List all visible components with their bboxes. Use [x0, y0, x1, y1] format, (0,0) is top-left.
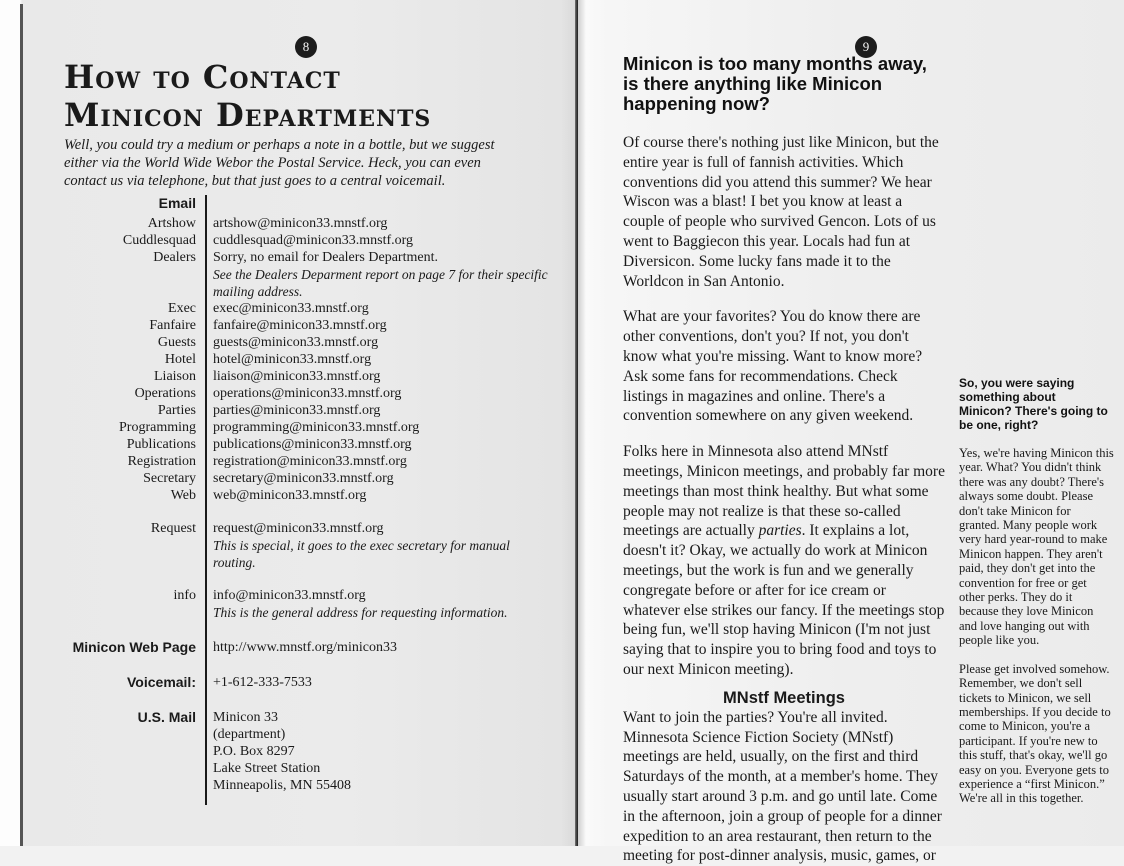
dept-label: Exec — [168, 301, 196, 316]
us-mail-label: U.S. Mail — [137, 709, 196, 725]
dept-label: Request — [150, 521, 196, 536]
dept-label: Hotel — [164, 352, 196, 367]
email-link[interactable]: programming@minicon33.mnstf.org — [213, 420, 420, 435]
dept-label: Liaison — [154, 369, 196, 384]
contact-table — [60, 195, 550, 794]
contact-row — [60, 215, 550, 232]
email-link[interactable]: request@minicon33.mnstf.org — [213, 521, 384, 536]
page-number-badge: 8 — [295, 36, 317, 58]
email-heading: Email — [158, 195, 196, 211]
dept-label: Fanfaire — [149, 318, 196, 333]
dept-label: Publications — [126, 437, 196, 452]
body-paragraph: What are your favorites? You do know there are other conventions, don't you? If not, you don't know what you're missing. Want to know more? Ask some fans for recommendations. Check listings in magazines and online. There's a convention somewhere on any given weekend. — [623, 308, 923, 425]
email-link[interactable]: publications@minicon33.mnstf.org — [213, 437, 412, 452]
web-page-row — [60, 639, 550, 656]
contact-row — [60, 520, 550, 571]
email-link[interactable]: artshow@minicon33.mnstf.org — [213, 216, 388, 231]
contact-row — [60, 368, 550, 385]
email-link[interactable]: cuddlesquad@minicon33.mnstf.org — [213, 233, 414, 248]
page-number-badge: 9 — [855, 36, 877, 58]
sidebar-column — [959, 376, 1114, 806]
body-paragraph: Want to join the parties? You're all invited. Minnesota Science Fiction Society (MNstf) meetings are held, usually, on the first and third Saturdays of the month, at a member's home. They usually start around 3 p.m. and go until late. Come in the afternoon, join a group of people for a dinner expedition to an area restaurant, then return to the meeting for post-dinner analysis, music, games, or — [623, 708, 942, 865]
email-heading-row — [60, 195, 550, 212]
email-link[interactable]: hotel@minicon33.mnstf.org — [213, 352, 372, 367]
contact-row — [60, 453, 550, 470]
contact-row — [60, 351, 550, 368]
contact-row — [60, 487, 550, 504]
dept-label: Registration — [127, 454, 196, 469]
contact-row — [60, 334, 550, 351]
intro-text: Well, you could try a medium or perhaps a note in a bottle, but we suggest either via the World Wide Webor the Postal Service. Heck, you can even contact us via telephone, but that just goes to a central voicemail. — [64, 137, 495, 189]
contact-row — [60, 249, 550, 300]
contact-row — [60, 385, 550, 402]
body-paragraph — [623, 442, 945, 680]
dept-label: Operations — [134, 386, 196, 401]
dept-label: Secretary — [143, 471, 196, 486]
voicemail-row — [60, 674, 550, 691]
dept-label: Cuddlesquad — [122, 233, 196, 248]
voicemail-number: +1-612-333-7533 — [213, 675, 312, 690]
emphasis-text: parties — [758, 522, 802, 540]
email-link[interactable]: exec@minicon33.mnstf.org — [213, 301, 369, 316]
column-divider — [205, 195, 207, 805]
address-line: Minicon 33 — [213, 710, 278, 725]
dept-label: Dealers — [153, 250, 196, 265]
dept-label: Artshow — [147, 216, 196, 231]
email-link[interactable]: parties@minicon33.mnstf.org — [213, 403, 381, 418]
sidebar-paragraph: Please get involved somehow. Remember, we don't sell tickets to Minicon, we sell memberships. If you decide to come to Minicon, you're a participant. If you're new to this stuff, that's okay, we'll go easy on you. Everyone gets to experience a “first Minicon.” We're all in this together. — [959, 661, 1111, 806]
dept-label: Programming — [119, 420, 196, 435]
contact-note: See the Dealers Deparment report on page 7 for their specific mailing address. — [213, 267, 548, 299]
sidebar-heading: So, you were saying something about Minicon? There's going to be one, right? — [959, 376, 1108, 432]
contact-row — [60, 232, 550, 249]
no-email-text: Sorry, no email for Dealers Department. — [213, 250, 438, 265]
email-link[interactable]: secretary@minicon33.mnstf.org — [213, 471, 394, 486]
body-paragraph: Of course there's nothing just like Minicon, but the entire year is full of fannish activities. Which conventions did you attend this summer? We hear Wiscon was a blast! I bet you know at least a couple of people who survived Gencon. Lots of us went to Baggiecon this year. Locals had fun at Diversicon. Some lucky fans made it to the Worldcon in San Antonio. — [623, 134, 939, 290]
contact-row — [60, 587, 550, 621]
email-link[interactable]: guests@minicon33.mnstf.org — [213, 335, 379, 350]
email-link[interactable]: liaison@minicon33.mnstf.org — [213, 369, 381, 384]
voicemail-label: Voicemail: — [127, 674, 196, 690]
main-column — [623, 54, 945, 866]
address-line: P.O. Box 8297 — [213, 744, 295, 759]
mnstf-meetings-heading: MNstf Meetings — [723, 688, 845, 707]
address-line: Lake Street Station — [213, 761, 321, 776]
contact-row — [60, 419, 550, 436]
dept-label: Web — [170, 488, 196, 503]
email-link[interactable]: operations@minicon33.mnstf.org — [213, 386, 402, 401]
us-mail-row — [60, 709, 550, 794]
contact-row — [60, 470, 550, 487]
web-page-label: Minicon Web Page — [72, 639, 196, 655]
address-line: (department) — [213, 727, 286, 742]
email-link[interactable]: info@minicon33.mnstf.org — [213, 588, 366, 603]
text-run: Folks here in Minnesota also attend MNstf meetings, Minicon meetings, and probably far more meetings than most think healthy. But what some people may not realize is that these so-called meetings are actually — [623, 443, 945, 540]
section-heading: Minicon is too many months away, is there anything like Minicon happening now? — [623, 53, 927, 114]
text-run: . It explains a lot, doesn't it? Okay, we actually do work at Minicon meetings, but the work is fun and we generally congregate before or after for ice cream or whatever else strikes our fancy. If the meetings stop being fun, we'll stop having Minicon (I'm not just saying that to inspire you to bring food and toys to our next Minicon meeting). — [623, 522, 945, 678]
title-line-2: Minicon Departments — [64, 96, 432, 134]
dept-label: Guests — [157, 335, 196, 350]
contact-row — [60, 317, 550, 334]
title-line-1: How to Contact — [64, 58, 341, 96]
contact-value — [213, 587, 548, 621]
contact-value — [213, 249, 548, 300]
sidebar-paragraph: Yes, we're having Minicon this year. What? You didn't think there was any doubt? There's always some doubt. Please don't take Minicon for granted. Many people work very hard year-round to make Minicon happen. They aren't paid, they don't get into the convention for free or get other perks. They do it because they love Minicon and love hanging out with people like you. — [959, 446, 1114, 648]
contact-row — [60, 300, 550, 317]
contact-value — [213, 520, 548, 571]
contact-note: This is the general address for requesting information. — [213, 605, 508, 620]
contact-row — [60, 402, 550, 419]
dept-label: info — [173, 588, 196, 603]
email-link[interactable]: fanfaire@minicon33.mnstf.org — [213, 318, 387, 333]
email-link[interactable]: web@minicon33.mnstf.org — [213, 488, 367, 503]
contact-note: This is special, it goes to the exec secretary for manual routing. — [213, 538, 510, 570]
email-link[interactable]: registration@minicon33.mnstf.org — [213, 454, 407, 469]
contact-row — [60, 436, 550, 453]
page-title — [64, 58, 431, 134]
address-line: Minneapolis, MN 55408 — [213, 778, 352, 793]
dept-label: Parties — [157, 403, 196, 418]
web-page-link[interactable]: http://www.mnstf.org/minicon33 — [213, 640, 397, 655]
mailing-address — [213, 709, 548, 794]
page-edge — [20, 4, 23, 846]
